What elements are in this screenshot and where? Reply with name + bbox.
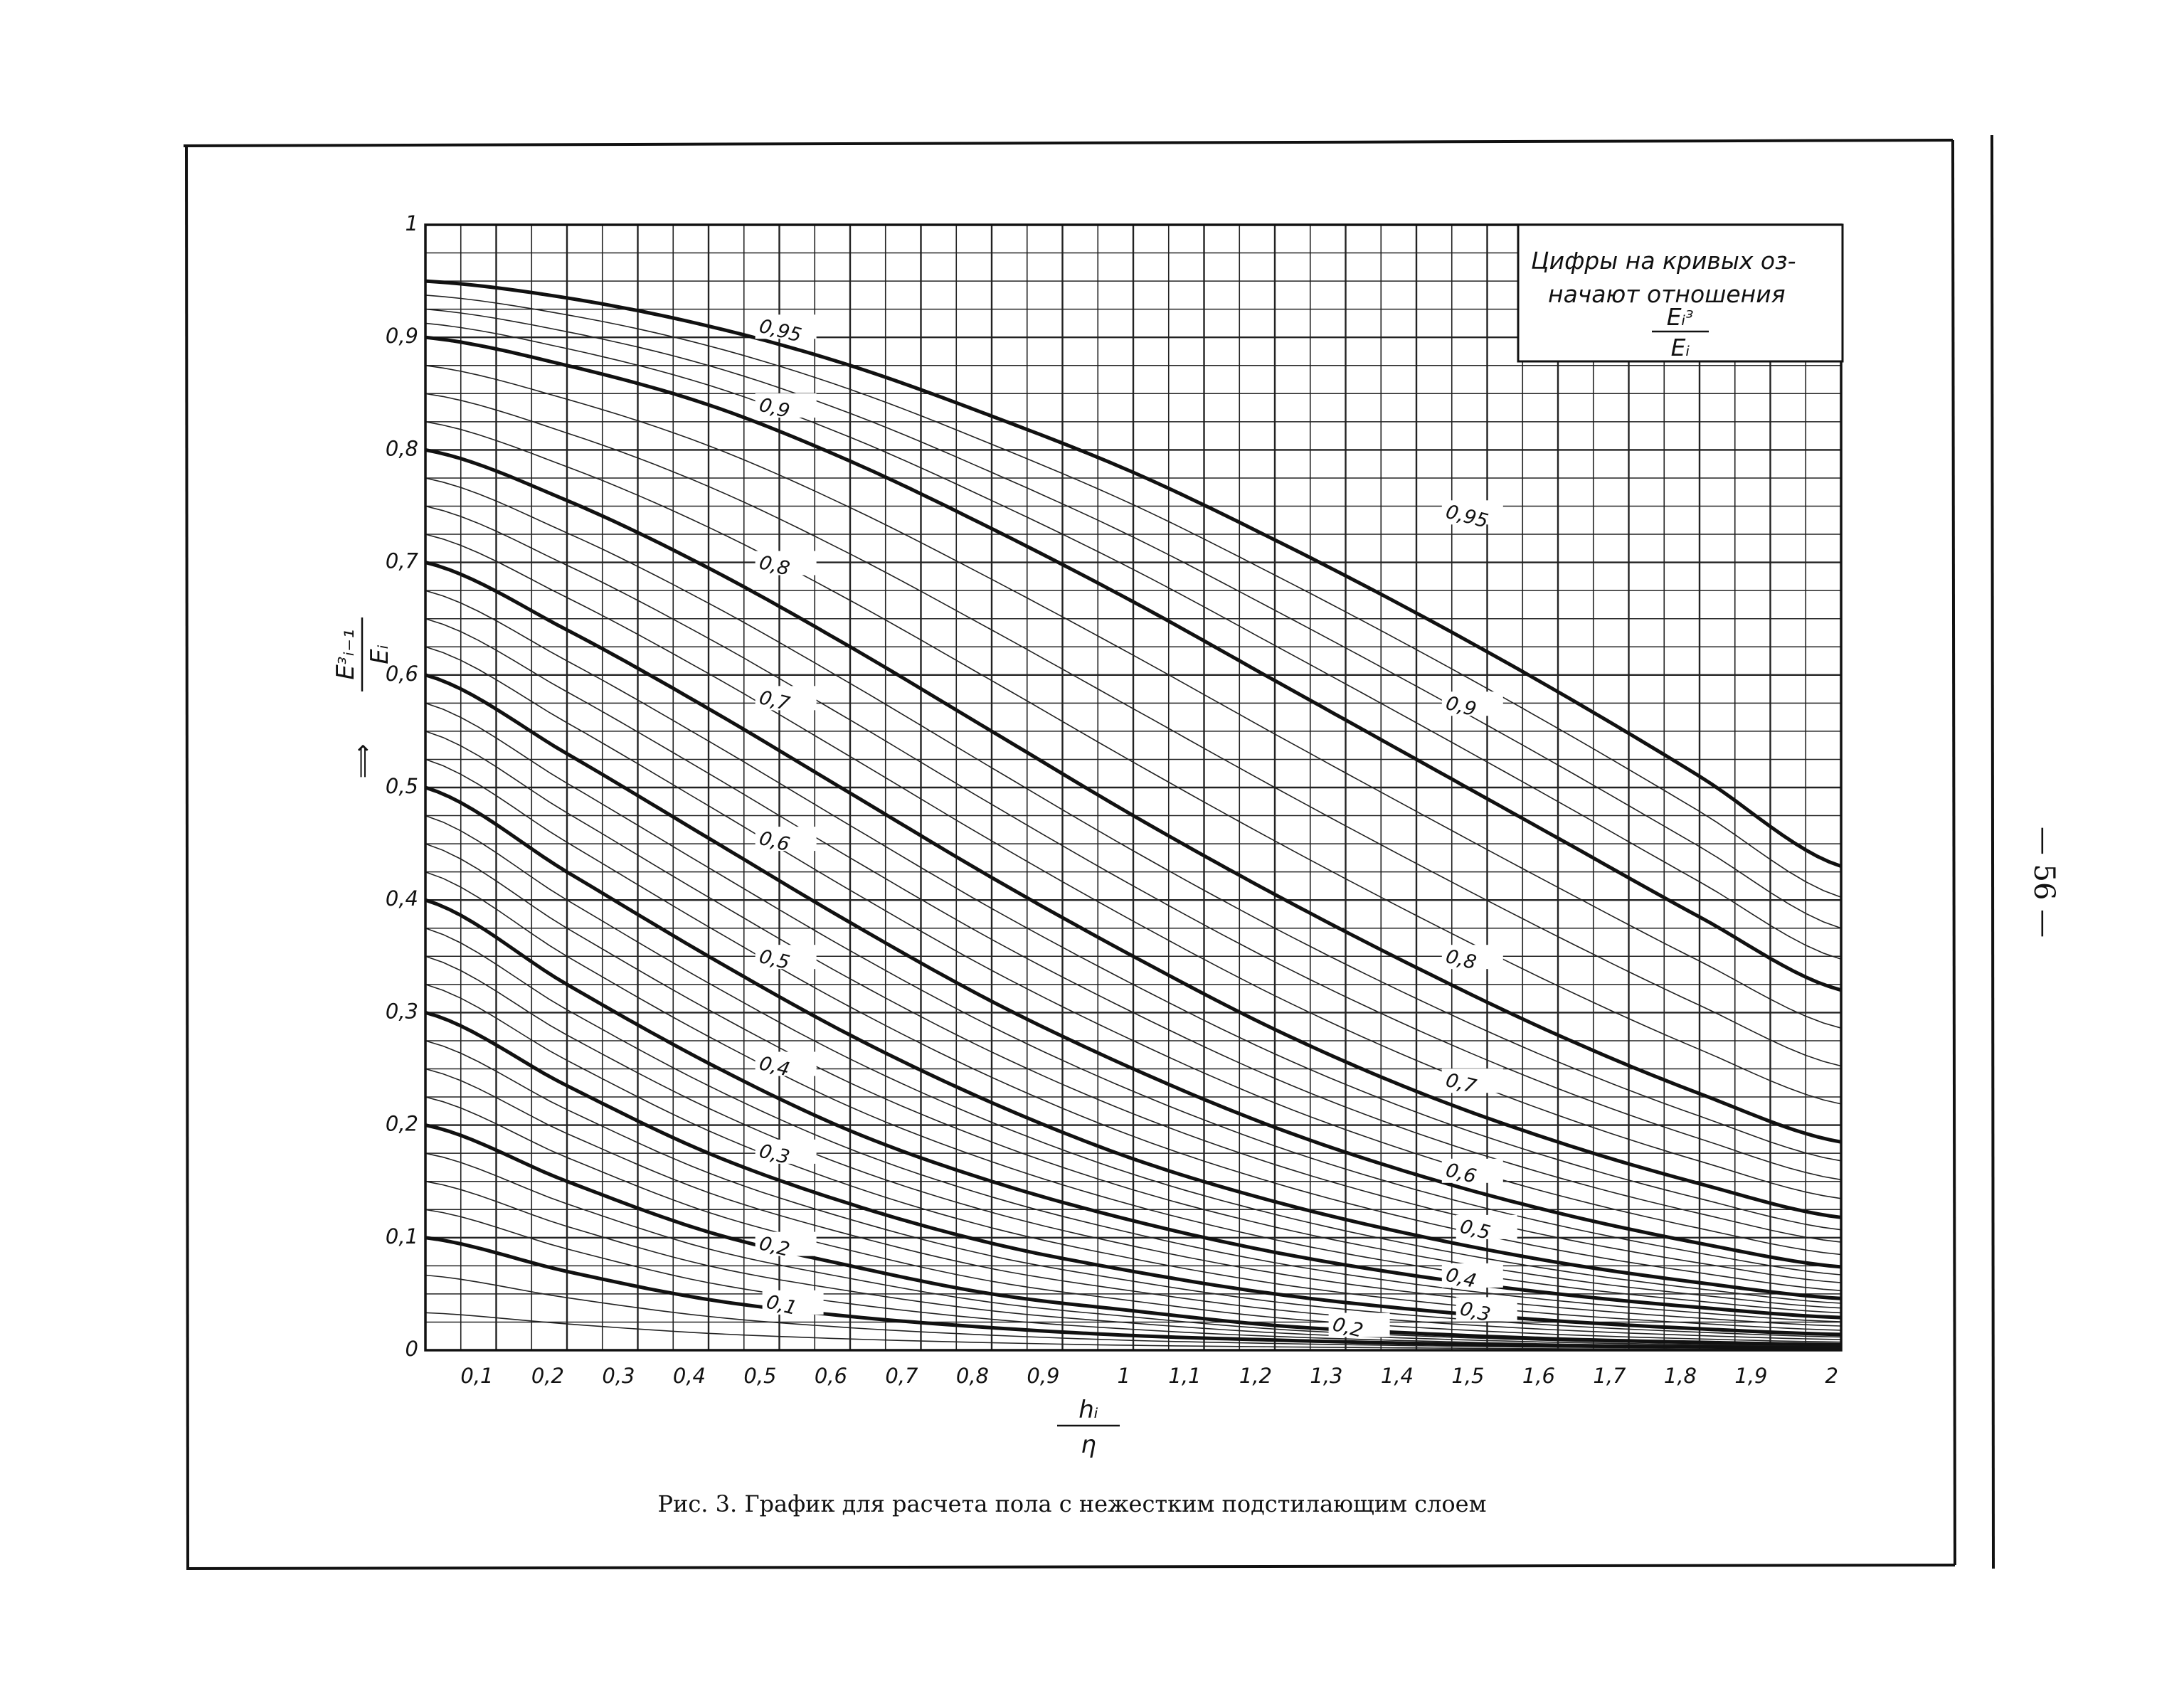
- x-tick-label-13: 1,4: [1380, 1364, 1414, 1388]
- x-tick-label-14: 1,5: [1451, 1364, 1485, 1388]
- x-tick-label-19: 2: [1825, 1364, 1838, 1388]
- page-number: — 56 —: [2027, 826, 2060, 938]
- x-tick-label-10: 1,1: [1168, 1364, 1202, 1388]
- curve-label-1-0: 0,2: [756, 1232, 793, 1261]
- x-axis-title: [1057, 1396, 1120, 1459]
- curve-label-2-1: 0,3: [1458, 1298, 1493, 1327]
- y-axis-title: [332, 617, 394, 778]
- x-tick-label-3: 0,4: [672, 1364, 706, 1388]
- x-tick-label-15: 1,6: [1522, 1364, 1555, 1388]
- x-tick-label-18: 1,9: [1734, 1364, 1768, 1388]
- curve-label-2-0: 0,3: [756, 1140, 793, 1170]
- curve-label-8-1: 0,9: [1443, 691, 1479, 721]
- y-tick-label-2: 0,2: [385, 1111, 418, 1136]
- curve-label-4-1: 0,5: [1458, 1215, 1493, 1245]
- y-tick-label-8: 0,8: [385, 436, 418, 461]
- curve-label-6-1: 0,7: [1443, 1068, 1479, 1098]
- frame-left: [186, 146, 188, 1569]
- y-axis-title-numerator: Eᵌᵢ₋₁: [332, 629, 360, 680]
- frame-right: [1953, 140, 1955, 1565]
- x-tick-label-0: 0,1: [460, 1364, 494, 1388]
- curve-label-1-1: 0,2: [1330, 1313, 1366, 1342]
- curve-label-9-0: 0,95: [756, 315, 804, 347]
- y-tick-label-1: 0,1: [385, 1224, 418, 1248]
- curve-label-3-1: 0,4: [1443, 1263, 1479, 1293]
- x-tick-label-7: 0,8: [955, 1364, 989, 1388]
- legend-fraction-denominator: Eᵢ: [1670, 334, 1690, 361]
- x-tick-label-17: 1,8: [1663, 1364, 1697, 1388]
- y-tick-label-0: 0: [405, 1337, 418, 1361]
- x-tick-label-6: 0,7: [885, 1364, 918, 1388]
- curve-label-0-0: 0,1: [763, 1290, 800, 1320]
- y-tick-label-3: 0,3: [385, 999, 418, 1024]
- x-tick-label-11: 1,2: [1239, 1364, 1272, 1388]
- y-tick-label-6: 0,6: [385, 661, 418, 686]
- x-tick-label-1: 0,2: [531, 1364, 564, 1388]
- curve-label-3-0: 0,4: [756, 1052, 793, 1081]
- y-tick-label-7: 0,7: [385, 548, 418, 573]
- curve-label-5-0: 0,6: [756, 827, 793, 857]
- legend-box: [1518, 225, 1843, 361]
- frame-bottom: [186, 1565, 1955, 1569]
- x-tick-label-2: 0,3: [602, 1364, 635, 1388]
- legend-fraction-numerator: Eᵢᵌ: [1666, 303, 1695, 331]
- figure-caption: Рис. 3. График для расчета пола с нежестким подстилающим слоем: [657, 1490, 1487, 1517]
- frame-top: [184, 140, 1953, 146]
- y-axis-title-denominator: Eᵢ: [366, 645, 394, 664]
- x-axis-title-numerator: hᵢ: [1078, 1396, 1098, 1424]
- curve-label-7-1: 0,8: [1443, 945, 1479, 975]
- curve-label-6-0: 0,7: [756, 686, 793, 716]
- y-tick-label-10: 1: [405, 211, 418, 235]
- curve-label-8-0: 0,9: [756, 393, 793, 423]
- curve-label-7-0: 0,8: [756, 551, 793, 580]
- legend-line-1: Цифры на кривых оз-: [1531, 247, 1796, 275]
- x-tick-label-8: 0,9: [1027, 1364, 1060, 1388]
- x-tick-label-4: 0,5: [743, 1364, 777, 1388]
- chart-plot: [386, 211, 1841, 1388]
- y-tick-label-4: 0,4: [385, 886, 418, 911]
- x-tick-label-16: 1,7: [1593, 1364, 1626, 1388]
- x-axis-title-denominator: η: [1081, 1431, 1096, 1459]
- frame-right-outer: [1992, 135, 1993, 1569]
- curve-label-5-1: 0,6: [1443, 1159, 1479, 1188]
- curve-label-9-1: 0,95: [1443, 501, 1490, 533]
- y-tick-label-9: 0,9: [385, 324, 418, 349]
- curve-label-4-0: 0,5: [756, 945, 793, 975]
- x-tick-label-12: 1,3: [1310, 1364, 1343, 1388]
- legend-line-2: начают отношения: [1548, 280, 1786, 308]
- x-tick-label-5: 0,6: [814, 1364, 847, 1388]
- y-axis-arrow-icon: ⟹: [349, 743, 377, 779]
- x-tick-label-9: 1: [1117, 1364, 1130, 1388]
- y-tick-label-5: 0,5: [385, 774, 418, 798]
